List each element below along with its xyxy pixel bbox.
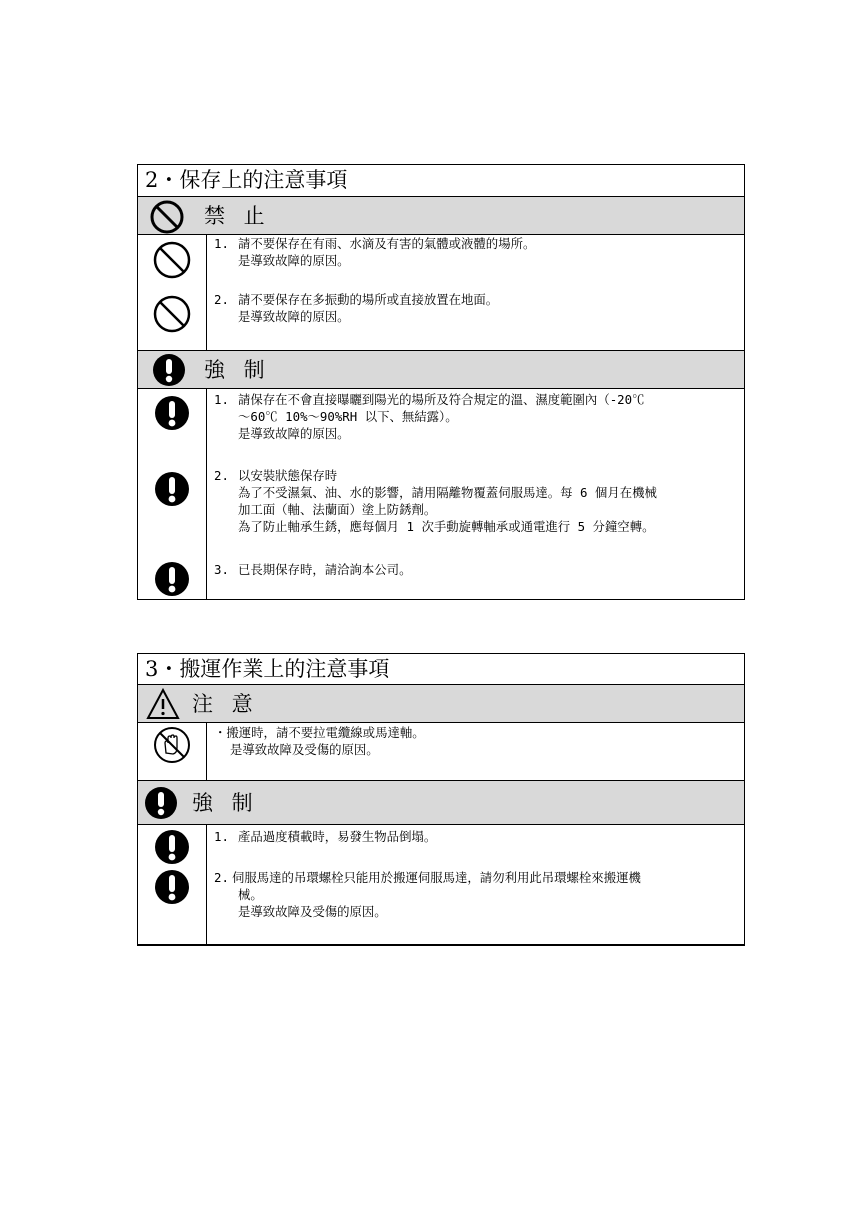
section-title: 2・保存上的注意事項 xyxy=(145,168,348,192)
mandatory-label: 強 制 xyxy=(192,791,259,815)
section-title: 3・搬運作業上的注意事項 xyxy=(145,657,390,681)
prohibit-icon xyxy=(150,200,184,234)
mandatory-icon xyxy=(154,395,190,431)
mandatory-body xyxy=(138,389,744,599)
mandatory-item: 2. 伺服馬達的吊環螺栓只能用於搬運伺服馬達，請勿利用此吊環螺栓來搬運機 械。 是導致故障及受傷的原因。 xyxy=(214,870,641,919)
section-title-row xyxy=(138,165,744,197)
mandatory-header xyxy=(138,781,744,825)
transport-precautions-table xyxy=(137,653,745,946)
storage-precautions-table xyxy=(137,164,745,600)
mandatory-item: 3. 已長期保存時，請洽詢本公司。 xyxy=(214,562,412,577)
mandatory-item: 1. 產品過度積載時，易發生物品倒塌。 xyxy=(214,829,437,844)
prohibit-header xyxy=(138,197,744,235)
mandatory-header xyxy=(138,351,744,389)
caution-body xyxy=(138,723,744,781)
prohibit-body xyxy=(138,235,744,351)
caution-label: 注 意 xyxy=(192,692,259,716)
mandatory-icon xyxy=(144,786,178,820)
no-touch-icon xyxy=(153,726,191,764)
mandatory-item: 2. 以安裝狀態保存時 為了不受濕氣、油、水的影響，請用隔離物覆蓋伺服馬達。每 6 個月在機械 加工面（軸、法蘭面）塗上防銹劑。 為了防止軸承生銹，應每個月 1 次手動旋轉軸承或通電進行 5 分鐘空轉。 xyxy=(214,468,657,534)
mandatory-icon xyxy=(152,353,186,387)
mandatory-body xyxy=(138,825,744,945)
prohibit-item: 1. 請不要保存在有雨、水滴及有害的氣體或液體的場所。 是導致故障的原因。 xyxy=(214,236,536,268)
mandatory-item: 1. 請保存在不會直接曝曬到陽光的場所及符合規定的溫、濕度範圍內（-20℃ ～60℃ 10%～90%RH 以下、無結露）。 是導致故障的原因。 xyxy=(214,392,645,441)
mandatory-icon xyxy=(154,829,190,865)
mandatory-icon xyxy=(154,869,190,905)
mandatory-label: 強 制 xyxy=(204,358,271,382)
prohibit-item: 2. 請不要保存在多振動的場所或直接放置在地面。 是導致故障的原因。 xyxy=(214,292,499,324)
mandatory-icon xyxy=(154,561,190,597)
caution-triangle-icon xyxy=(146,688,180,720)
section-title-row xyxy=(138,654,744,685)
mandatory-icon xyxy=(154,471,190,507)
prohibit-icon xyxy=(153,295,191,333)
caution-item: ・搬運時，請不要拉電纜線或馬達軸。 是導致故障及受傷的原因。 xyxy=(214,725,425,757)
prohibit-label: 禁 止 xyxy=(204,204,271,228)
caution-header xyxy=(138,685,744,723)
prohibit-icon xyxy=(153,241,191,279)
